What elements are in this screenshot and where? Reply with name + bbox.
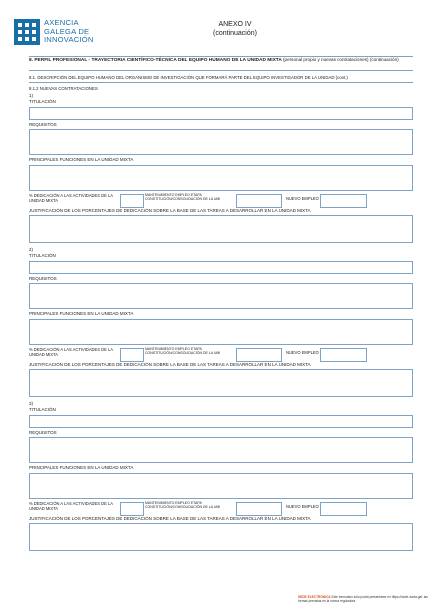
annex-heading xyxy=(190,20,280,38)
titulacion-label: TITULACIÓN xyxy=(29,253,56,258)
requisitos-label: REQUISITOS xyxy=(29,276,57,281)
titulacion-label: TITULACIÓN xyxy=(29,99,56,104)
dedicacion-field[interactable] xyxy=(120,348,144,362)
footer-note xyxy=(298,595,428,603)
mantenimiento-field[interactable] xyxy=(236,502,282,516)
titulacion-label: TITULACIÓN xyxy=(29,407,56,412)
requisitos-label: REQUISITOS xyxy=(29,430,57,435)
hire-number: 3) xyxy=(29,401,34,406)
dedicacion-field[interactable] xyxy=(120,194,144,208)
requisitos-field[interactable] xyxy=(29,129,413,155)
justificacion-field[interactable] xyxy=(29,369,413,397)
mantenimiento-field[interactable] xyxy=(236,348,282,362)
divider xyxy=(29,82,413,83)
annex-subtitle: (continuación) xyxy=(213,30,257,37)
titulacion-field[interactable] xyxy=(29,107,413,120)
logo-line: GALEGA DE xyxy=(44,26,90,36)
requisitos-field[interactable] xyxy=(29,437,413,463)
nuevo-empleo-field[interactable] xyxy=(320,348,367,362)
nuevo-empleo-label: NUEVO EMPLEO xyxy=(286,196,319,201)
funciones-field[interactable] xyxy=(29,319,413,345)
justificacion-label: JUSTIFICACIÓN DE LOS PORCENTAJES DE DEDICACIÓN SOBRE LA BASE DE LAS TAREAS A DESARROLLAR EN LA UNIDAD MIXTA xyxy=(29,516,311,521)
nuevo-empleo-label: NUEVO EMPLEO xyxy=(286,350,319,355)
mantenimiento-field[interactable] xyxy=(236,194,282,208)
section-title-wrap xyxy=(29,57,413,64)
justificacion-label: JUSTIFICACIÓN DE LOS PORCENTAJES DE DEDICACIÓN SOBRE LA BASE DE LAS TAREAS A DESARROLLAR EN LA UNIDAD MIXTA xyxy=(29,362,311,367)
justificacion-field[interactable] xyxy=(29,523,413,551)
section-header xyxy=(29,56,413,71)
funciones-field[interactable] xyxy=(29,473,413,499)
justificacion-field[interactable] xyxy=(29,215,413,243)
logo-line: INNOVACIÓN xyxy=(44,35,94,45)
section-title: 8. PERFIL PROFESIONAL - TRAYECTORIA CIENTÍFICO-TÉCNICA DEL EQUIPO HUMANO DE LA UNIDAD MIXTA xyxy=(29,58,282,63)
nuevo-empleo-field[interactable] xyxy=(320,502,367,516)
nuevo-empleo-label: NUEVO EMPLEO xyxy=(286,504,319,509)
footer-brand: SEDE ELECTRÓNICA xyxy=(298,595,331,599)
mantenimiento-label: MANTENIMIENTO EMPLEO ETAPA CONSTITUCIÓN/CONSOLIDACIÓN DE LA UMI xyxy=(145,193,221,201)
annex-title: ANEXO IV xyxy=(218,21,252,28)
section-subtitle: (personal propio y nuevas contrataciones) (continuación) xyxy=(283,57,399,62)
requisitos-label: REQUISITOS xyxy=(29,122,57,127)
justificacion-label: JUSTIFICACIÓN DE LOS PORCENTAJES DE DEDICACIÓN SOBRE LA BASE DE LAS TAREAS A DESARROLLAR EN LA UNIDAD MIXTA xyxy=(29,208,311,213)
funciones-field[interactable] xyxy=(29,165,413,191)
agency-name xyxy=(44,19,94,44)
footer-text: Este formulario sólo podrá presentarse en https://sede.xunta.gal: las formas previstas en la norma reguladora xyxy=(298,595,428,603)
dedicacion-label: % DEDICACIÓN A LAS ACTIVIDADES DE LA UNIDAD MIXTA xyxy=(29,193,113,203)
subsection-81: 8.1. DESCRIPCIÓN DEL EQUIPO HUMANO DEL ORGANISMO DE INVESTIGACIÓN QUE FORMARÁ PARTE DEL EQUIPO INVESTIGADOR DE LA UNIDAD (cont.) xyxy=(29,75,348,80)
hire-number: 2) xyxy=(29,247,34,252)
subsection-812: 8.1.2 NUEVAS CONTRATACIONES xyxy=(29,86,98,91)
nuevo-empleo-field[interactable] xyxy=(320,194,367,208)
funciones-label: PRINCIPALES FUNCIONES EN LA UNIDAD MIXTA xyxy=(29,311,134,316)
dedicacion-label: % DEDICACIÓN A LAS ACTIVIDADES DE LA UNIDAD MIXTA xyxy=(29,501,113,511)
funciones-label: PRINCIPALES FUNCIONES EN LA UNIDAD MIXTA xyxy=(29,157,134,162)
funciones-label: PRINCIPALES FUNCIONES EN LA UNIDAD MIXTA xyxy=(29,465,134,470)
titulacion-field[interactable] xyxy=(29,415,413,428)
logo-line: AXENCIA xyxy=(44,18,79,28)
mantenimiento-label: MANTENIMIENTO EMPLEO ETAPA CONSTITUCIÓN/CONSOLIDACIÓN DE LA UMI xyxy=(145,347,221,355)
agency-logo xyxy=(14,19,94,45)
hire-number: 1) xyxy=(29,93,34,98)
dedicacion-field[interactable] xyxy=(120,502,144,516)
xunta-emblem-icon xyxy=(14,19,40,45)
titulacion-field[interactable] xyxy=(29,261,413,274)
mantenimiento-label: MANTENIMIENTO EMPLEO ETAPA CONSTITUCIÓN/CONSOLIDACIÓN DE LA UMI xyxy=(145,501,221,509)
requisitos-field[interactable] xyxy=(29,283,413,309)
dedicacion-label: % DEDICACIÓN A LAS ACTIVIDADES DE LA UNIDAD MIXTA xyxy=(29,347,113,357)
